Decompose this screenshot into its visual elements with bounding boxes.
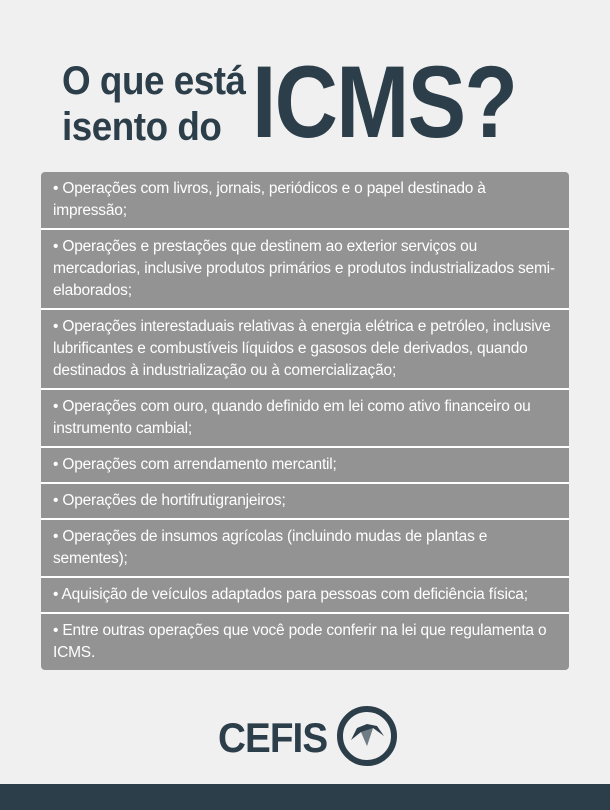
list-item: • Operações e prestações que destinem ao exterior serviços ou mercadorias, inclusive produtos primários e produtos industrializados semi-elaborados; bbox=[41, 230, 569, 310]
title-icms: ICMS? bbox=[252, 45, 517, 159]
list-item: • Operações de insumos agrícolas (incluindo mudas de plantas e sementes); bbox=[41, 520, 569, 578]
title-line-1: O que está bbox=[62, 59, 246, 103]
list-item: • Operações com livros, jornais, periódicos e o papel destinado à impressão; bbox=[41, 172, 569, 230]
logo-text: CEFIS bbox=[218, 714, 328, 761]
list-item: • Operações de hortifrutigranjeiros; bbox=[41, 484, 569, 520]
list-item: • Operações interestaduais relativas à energia elétrica e petróleo, inclusive lubrificantes e combustíveis líquidos e gasosos dele derivados, quando destinados à industrialização ou à comercialização; bbox=[41, 310, 569, 390]
list-item: • Operações com arrendamento mercantil; bbox=[41, 448, 569, 484]
footer-bar bbox=[0, 784, 610, 810]
title-question bbox=[62, 58, 262, 150]
list-item: • Aquisição de veículos adaptados para pessoas com deficiência física; bbox=[41, 578, 569, 614]
list-item: • Entre outras operações que você pode conferir na lei que regulamenta o ICMS. bbox=[41, 614, 569, 670]
list-item: • Operações com ouro, quando definido em lei como ativo financeiro ou instrumento cambial; bbox=[41, 390, 569, 448]
cefis-logo-icon bbox=[337, 706, 397, 771]
title-line-2: isento do bbox=[62, 105, 222, 149]
exemption-list bbox=[41, 172, 569, 670]
cefis-logo bbox=[218, 708, 397, 768]
